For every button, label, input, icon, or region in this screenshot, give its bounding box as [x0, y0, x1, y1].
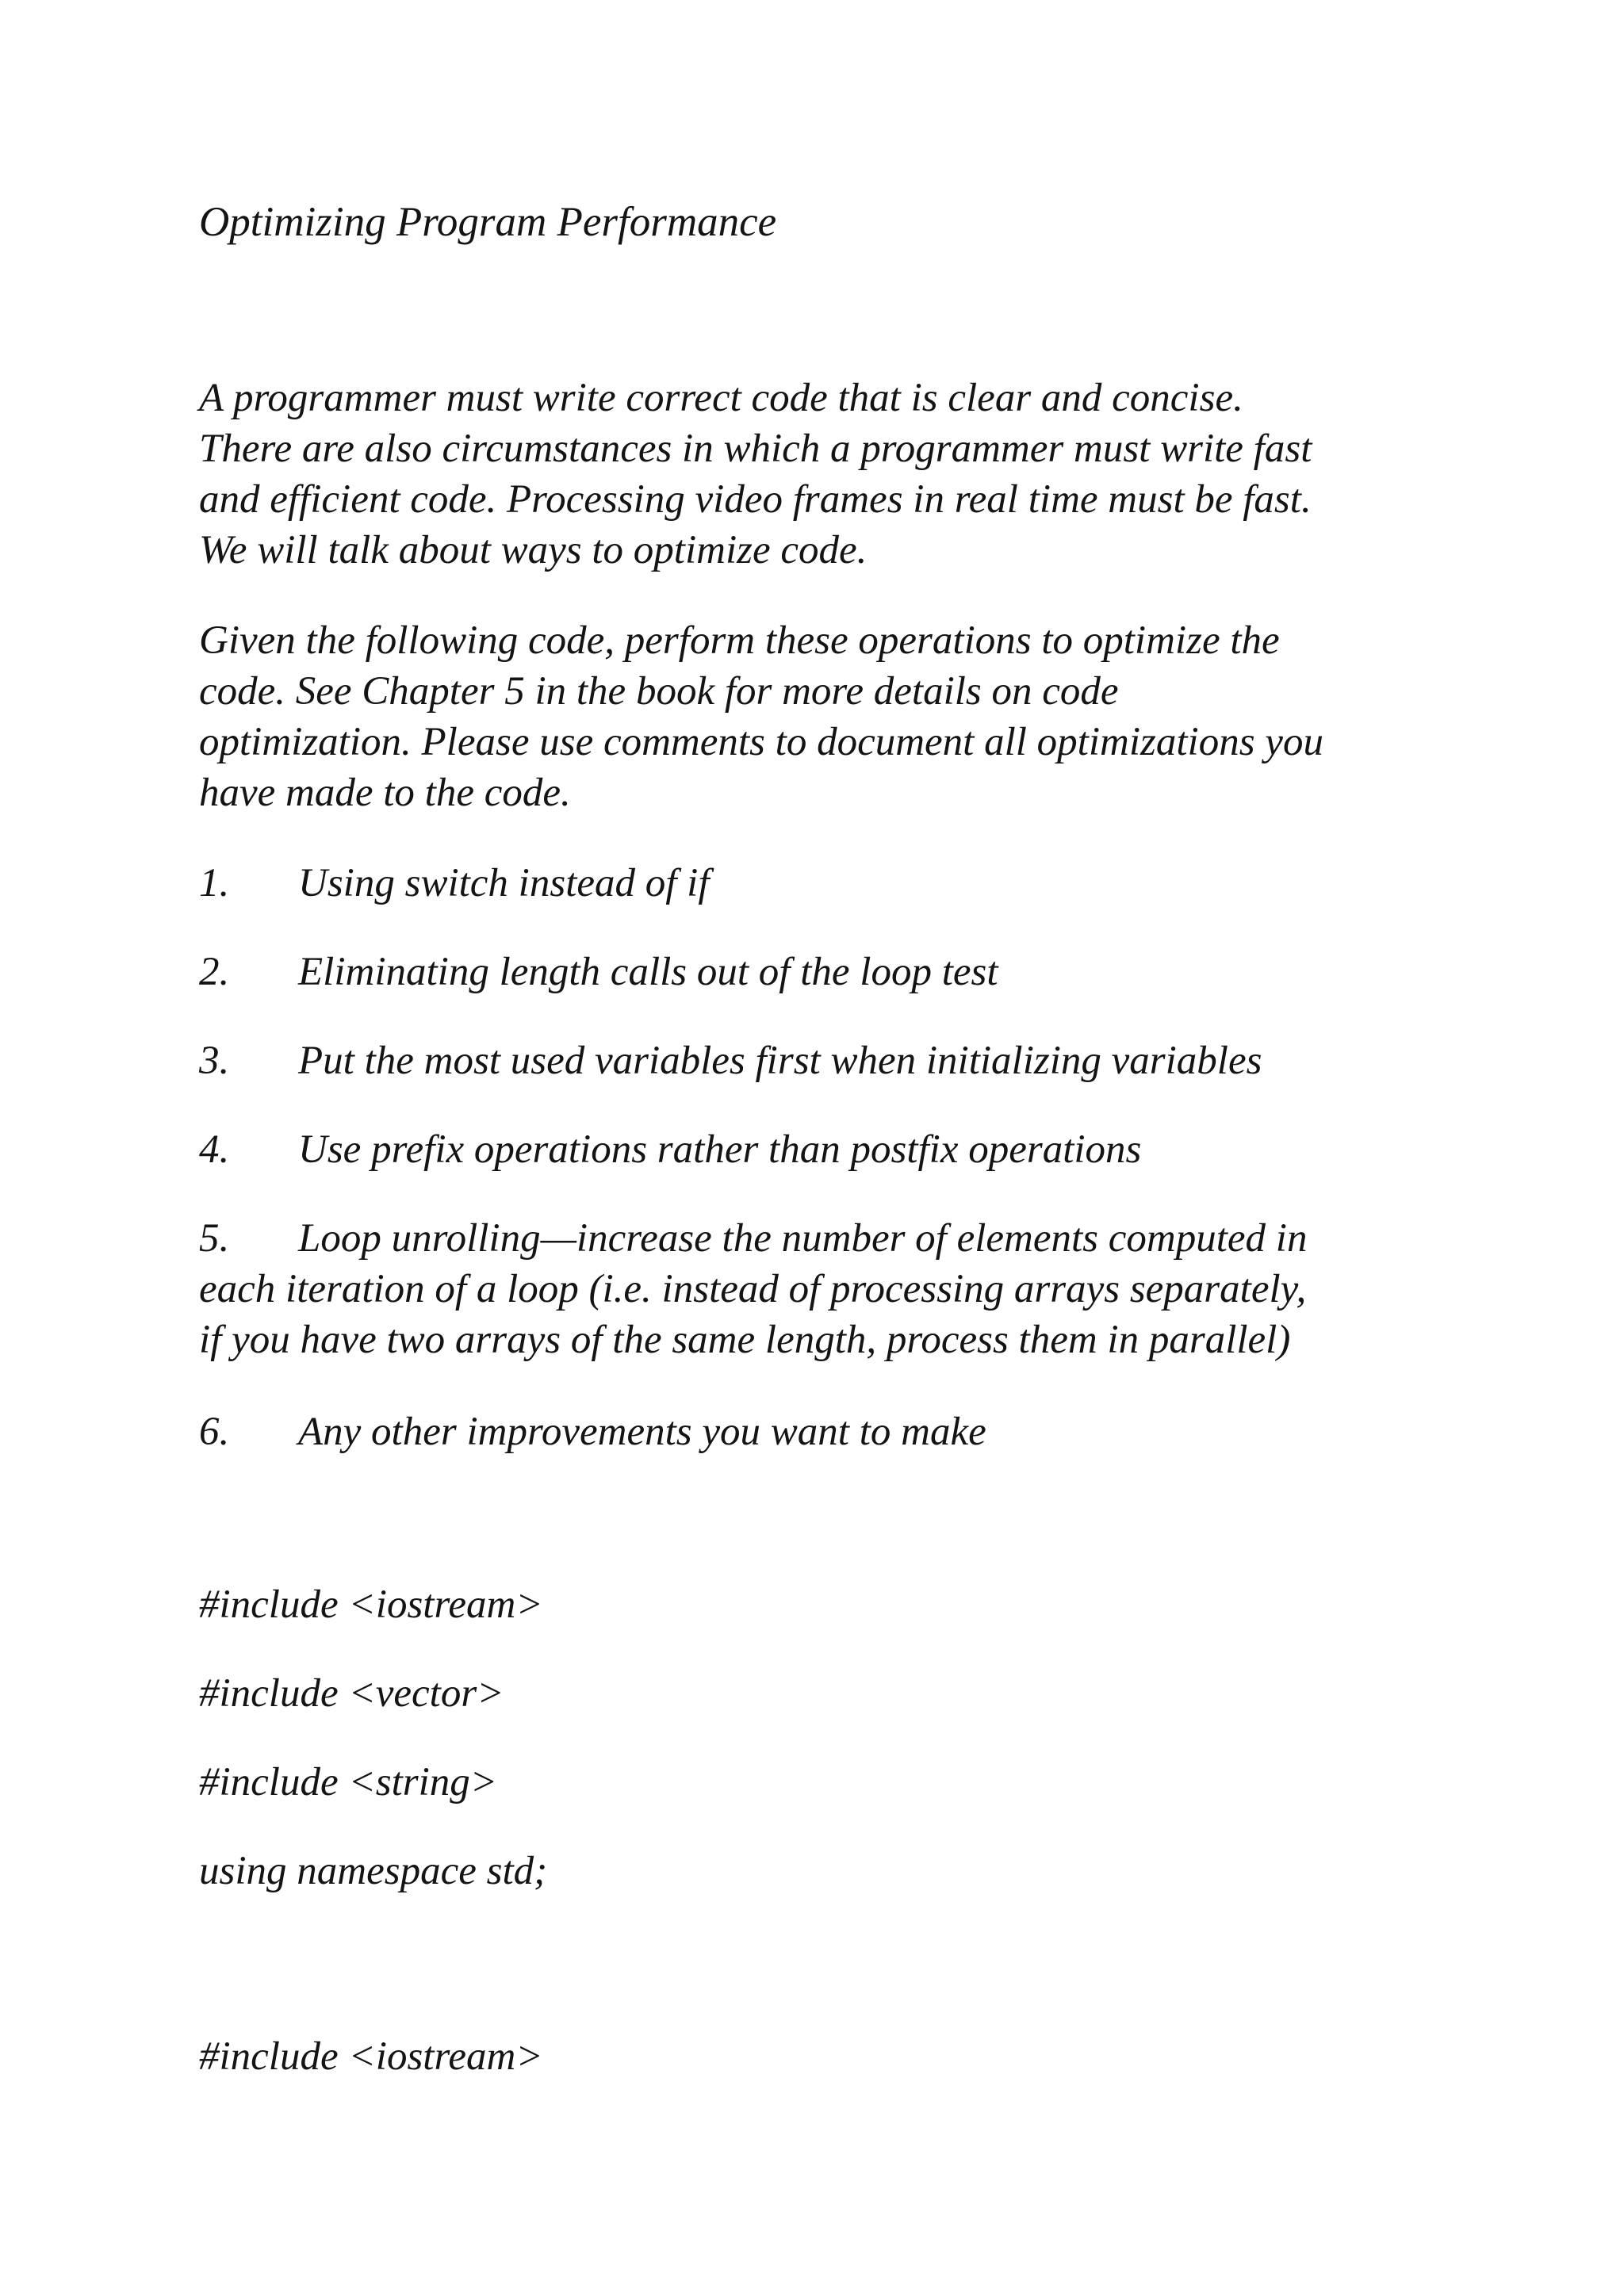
list-item-number: 4. [199, 1127, 230, 1172]
list-item [199, 1213, 1484, 1365]
list-item-text: Any other improvements you want to make [298, 1410, 986, 1454]
list-item-text: Eliminating length calls out of the loop test [298, 950, 998, 994]
instructions-paragraph [199, 615, 1436, 818]
list-item-number: 6. [199, 1410, 230, 1454]
intro-line: There are also circumstances in which a programmer must write fast [199, 427, 1312, 471]
list-item-number: 5. [199, 1216, 230, 1261]
list-item-text: Use prefix operations rather than postfix operations [298, 1127, 1142, 1172]
document-title: Optimizing Program Performance [199, 199, 777, 245]
list-item [199, 947, 1484, 997]
code-line: #include <iostream> [199, 1582, 543, 1627]
list-item-text: each iteration of a loop (i.e. instead of processing arrays separately, [199, 1267, 1307, 1311]
code-line: #include <vector> [199, 1671, 504, 1716]
list-item-number: 1. [199, 861, 230, 905]
list-item [199, 1406, 1484, 1457]
list-item [199, 1035, 1484, 1086]
instructions-line: have made to the code. [199, 771, 571, 815]
list-item [199, 1124, 1484, 1175]
code-line: #include <iostream> [199, 2034, 543, 2079]
instructions-line: Given the following code, perform these operations to optimize the [199, 618, 1280, 663]
list-item-text: Put the most used variables first when initializing variables [298, 1039, 1262, 1083]
code-line: using namespace std; [199, 1849, 548, 1893]
instructions-line: optimization. Please use comments to document all optimizations you [199, 720, 1323, 764]
list-item-number: 2. [199, 950, 230, 994]
list-item-text: Loop unrolling—increase the number of elements computed in [298, 1216, 1308, 1261]
instructions-line: code. See Chapter 5 in the book for more details on code [199, 669, 1119, 714]
intro-line: and efficient code. Processing video frames in real time must be fast. [199, 477, 1312, 522]
intro-line: We will talk about ways to optimize code. [199, 528, 868, 572]
code-line: #include <string> [199, 1760, 498, 1804]
list-item-text: if you have two arrays of the same length, process them in parallel) [199, 1318, 1291, 1362]
list-item-text: Using switch instead of if [298, 861, 710, 905]
intro-line: A programmer must write correct code that is clear and concise. [199, 376, 1243, 420]
list-item [199, 858, 1484, 909]
intro-paragraph [199, 373, 1436, 576]
list-item-line [199, 1213, 1484, 1264]
list-item-number: 3. [199, 1039, 230, 1083]
